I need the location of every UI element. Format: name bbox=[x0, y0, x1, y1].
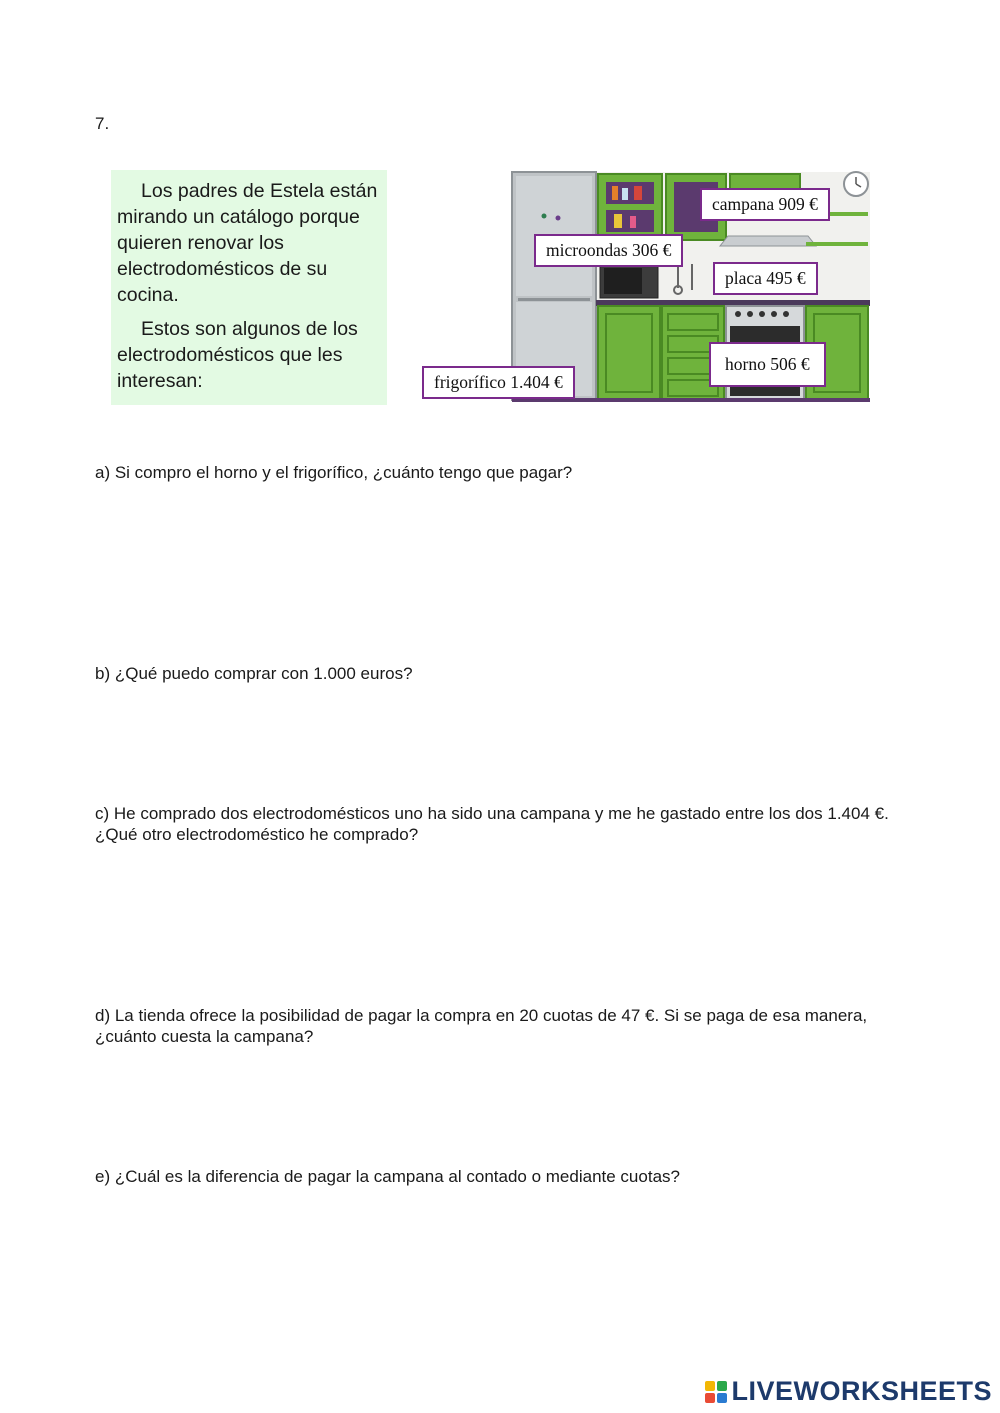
question-d: d) La tienda ofrece la posibilidad de pagar la compra en 20 cuotas de 47 €. Si se paga de esa manera, ¿cuánto cuesta la campana? bbox=[95, 1006, 868, 1046]
question-e: e) ¿Cuál es la diferencia de pagar la campana al contado o mediante cuotas? bbox=[95, 1167, 680, 1186]
liveworksheets-logo bbox=[705, 1376, 992, 1407]
question-c: c) He comprado dos electrodomésticos uno ha sido una campana y me he gastado entre los dos 1.404 €. ¿Qué otro electrodoméstico he comprado? bbox=[95, 804, 889, 844]
price-tag-placa: placa 495 € bbox=[713, 262, 818, 295]
intro-box bbox=[111, 170, 387, 405]
price-tag-horno: horno 506 € bbox=[709, 342, 826, 387]
question-a: a) Si compro el horno y el frigorífico, ¿cuánto tengo que pagar? bbox=[95, 463, 573, 482]
kitchen-illustration bbox=[420, 168, 872, 404]
question-b: b) ¿Qué puedo comprar con 1.000 euros? bbox=[95, 664, 413, 683]
intro-paragraph-2: Estos son algunos de los electrodomésticos que les interesan: bbox=[117, 318, 358, 392]
price-tag-frigorifico: frigorífico 1.404 € bbox=[422, 366, 575, 399]
intro-paragraph-1: Los padres de Estela están mirando un catálogo porque quieren renovar los electrodomésticos de su cocina. bbox=[117, 180, 378, 306]
logo-text: LIVEWORKSHEETS bbox=[731, 1376, 992, 1406]
price-tag-microondas: microondas 306 € bbox=[534, 234, 683, 267]
logo-squares-icon bbox=[705, 1381, 727, 1403]
exercise-number: 7. bbox=[95, 114, 110, 133]
price-tag-campana: campana 909 € bbox=[700, 188, 830, 221]
